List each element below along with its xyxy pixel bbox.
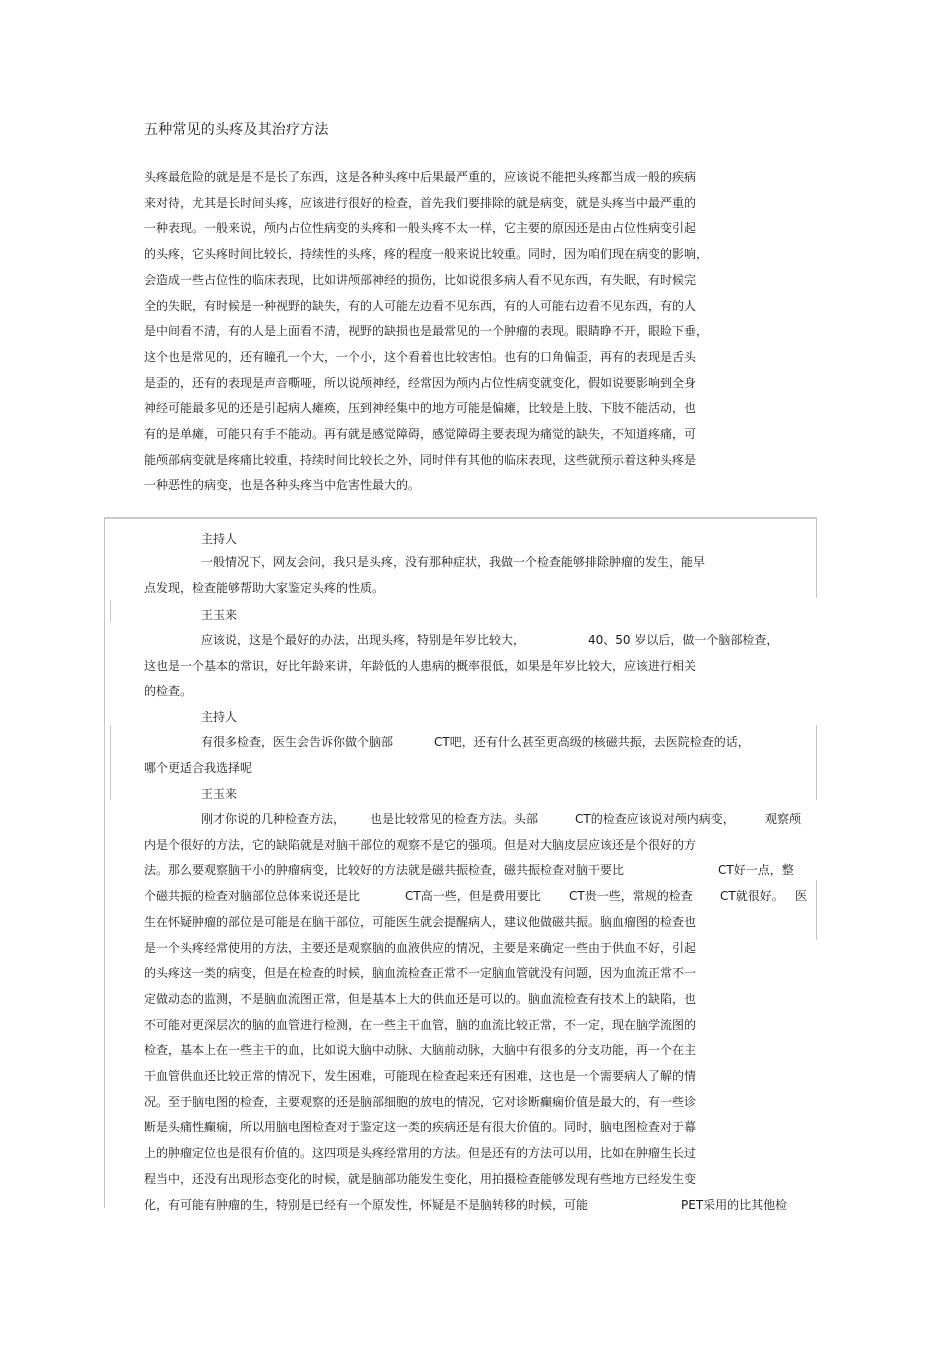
text-segment: CT高一些，但是费用要比 [405, 889, 541, 904]
text-segment: 生在怀疑肿瘤的部位是可能是在脑干部位，可能医生就会提醒病人，建议他做磁共振。脑血瘤图的检查也 [144, 914, 697, 929]
speaker-host-2: 主持人 [201, 710, 238, 724]
text-segment: CT好一点，整 [718, 863, 794, 878]
text-segment: 应该说，这是个最好的办法，出现头疼，特别是年岁比较大， [201, 633, 526, 647]
frame-right-rule-2 [816, 725, 817, 800]
text-segment: 40、50 岁以后，做一个脑部检查， [588, 633, 779, 647]
text-segment: 况。至于脑电图的检查，主要观察的还是脑部细胞的放电的情况，它对诊断癫痫价值是最大的，有一些诊 [144, 1094, 697, 1109]
text-line: 一种恶性的病变，也是各种头疼当中危害性最大的。 [144, 478, 421, 493]
text-segment: 个磁共振的检查对脑部位总体来说还是比 [144, 889, 361, 904]
speaker-wang-2: 王玉来 [201, 787, 238, 801]
page-title: 五种常见的头疼及其治疗方法 [144, 122, 329, 138]
frame-left-rule [104, 518, 105, 1208]
text-line: 这个也是常见的，还有瞳孔一个大，一个小，这个看着也比较害怕。也有的口角偏歪，再有的表现是舌头 [144, 349, 697, 364]
text-line: 点发现，检查能够帮助大家鉴定头疼的性质。 [144, 580, 385, 595]
text-line: 的头疼，它头疼时间比较长，持续性的头疼，疼的程度一般来说比较重。同时，因为咱们现在病变的影响， [144, 247, 709, 262]
text-segment: PET采用的比其他检 [681, 1197, 788, 1212]
speaker-wang-1: 王玉来 [201, 608, 238, 622]
text-line: 一种表现。一般来说，颅内占位性病变的头疼和一般头疼不太一样，它主要的原因还是由占位性病变引起 [144, 221, 697, 236]
text-segment: 程当中，还没有出现形态变化的时候，就是脑部功能发生变化，用拍摄检查能够发现有些地方已经发生变 [144, 1171, 697, 1186]
text-line: 会造成一些占位性的临床表现，比如讲颅部神经的损伤，比如说很多病人看不见东西，有失眠，有时候完 [144, 272, 697, 287]
text-line: 能颅部病变就是疼痛比较重，持续时间比较长之外，同时伴有其他的临床表现，这些就预示着这种头疼是 [144, 452, 697, 467]
text-segment: 定做动态的监测，不是脑血流图正常，但是基本上大的供血还是可以的。脑血流检查有技术上的缺陷，也 [144, 991, 697, 1006]
text-segment: 检查，基本上在一些主干的血，比如说大脑中动脉、大脑前动脉，大脑中有很多的分支功能，再一个在主 [144, 1043, 697, 1058]
text-segment: CT就很好。 [720, 889, 784, 904]
text-line: 是歪的，还有的表现是声音嘶哑，所以说颅神经，经常因为颅内占位性病变就变化，假如说要影响到全身 [144, 375, 697, 390]
frame-right-rule-1 [816, 518, 817, 598]
text-segment: 是一个头疼经常使用的方法，主要还是观察脑的血液供应的情况，主要是来确定一些由于供血不好，引起 [144, 940, 697, 955]
text-segment: 有很多检查，医生会告诉你做个脑部 [201, 735, 394, 749]
text-segment: 不可能对更深层次的脑的血管进行检测，在一些主干血管，脑的血流比较正常，不一定，现在脑学流图的 [144, 1017, 697, 1032]
text-segment: 内是个很好的方法，它的缺陷就是对脑干部位的观察不是它的强项。但是对大脑皮层应该还是个很好的方 [144, 837, 697, 852]
text-segment: 刚才你说的几种检查方法， [201, 812, 346, 826]
text-segment: 上的肿瘤定位也是很有价值的。这四项是头疼经常用的方法。但是还有的方法可以用，比如在肿瘤生长过 [144, 1146, 697, 1161]
text-segment: CT的检查应该说对颅内病变， [575, 812, 735, 826]
text-line: 有的是单瘫，可能只有手不能动。再有就是感觉障碍，感觉障碍主要表现为痛觉的缺失，不知道疼痛，可 [144, 427, 697, 441]
frame-right-rule-3 [816, 880, 817, 940]
text-segment: 断是头痛性癫痫，所以用脑电图检查对于鉴定这一类的疾病还是有很大价值的。同时，脑电图检查对于幕 [144, 1120, 697, 1135]
text-segment: 观察颅 [765, 812, 802, 826]
text-segment: 也是比较常见的检查方法。头部 [370, 812, 539, 826]
text-segment: 的头疼这一类的病变，但是在检查的时候，脑血流检查正常不一定脑血管就没有问题，因为血流正常不一 [144, 966, 697, 981]
frame-left-rule-2 [110, 600, 111, 622]
text-segment: 化，有可能有肿瘤的生，特别是已经有一个原发性，怀疑是不是脑转移的时候，可能 [144, 1197, 589, 1212]
text-segment: 哪个更适合我选择呢 [144, 760, 253, 775]
text-segment: CT贵一些，常规的检查 [569, 889, 693, 904]
text-segment: 的检查。 [144, 684, 193, 699]
text-line: 一般情况下，网友会问，我只是头疼，没有那种症状，我做一个检查能够排除肿瘤的发生，能早 [201, 555, 706, 569]
frame-left-rule-3 [110, 725, 111, 800]
text-segment: 医 [795, 889, 808, 904]
text-line: 神经可能最多见的还是引起病人瘫痪，压到神经集中的地方可能是偏瘫，比较是上肢、下肢不能活动，也 [144, 401, 697, 416]
text-segment: 干血管供血还比较正常的情况下，发生困难，可能现在检查起来还有困难，这也是一个需要病人了解的情 [144, 1069, 697, 1083]
text-line: 是中间看不清，有的人是上面看不清，视野的缺损也是最常见的一个肿瘤的表现。眼睛睁不开，眼睑下垂， [144, 324, 709, 339]
text-line: 来对待，尤其是长时间头疼，应该进行很好的检查，首先我们要排除的就是病变，就是头疼当中最严重的 [144, 195, 697, 210]
text-segment: 法。那么要观察脑干小的肿瘤病变，比较好的方法就是磁共振检查，磁共振检查对脑干要比 [144, 863, 625, 878]
text-line: 全的失眠，有时候是一种视野的缺失，有的人可能左边看不见东西，有的人可能右边看不见东西，有的人 [144, 298, 697, 313]
text-segment: 这也是一个基本的常识，好比年龄来讲，年龄低的人患病的概率很低，如果是年岁比较大，应该进行相关 [144, 658, 697, 673]
text-segment: CT吧，还有什么甚至更高级的核磁共振，去医院检查的话， [434, 735, 750, 749]
text-line: 头疼最危险的就是是不是长了东西，这是各种头疼中后果最严重的，应该说不能把头疼都当成一般的疾病 [144, 170, 697, 184]
speaker-host-1: 主持人 [201, 532, 238, 546]
frame-top-border [104, 517, 817, 519]
